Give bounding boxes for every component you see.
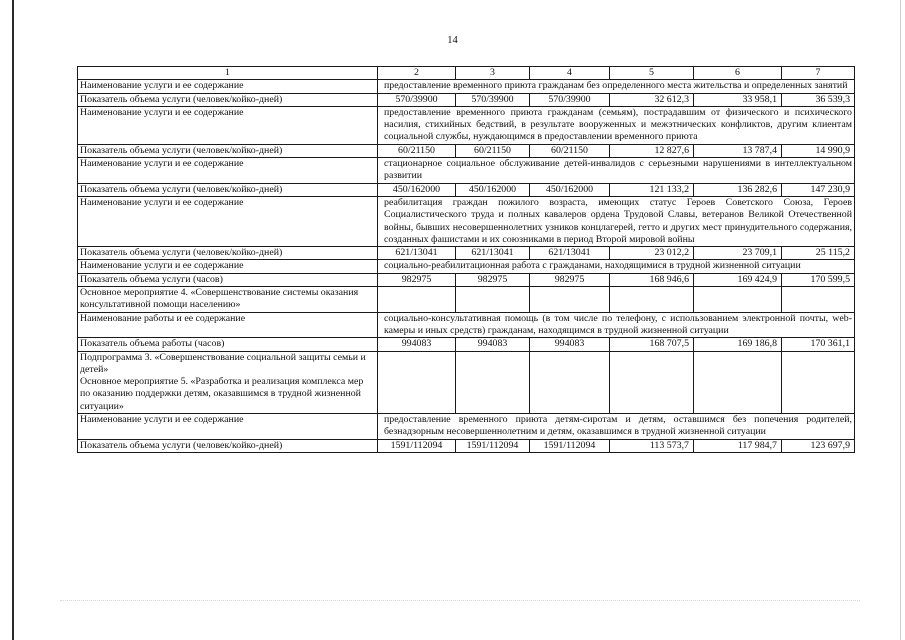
column-header: 6 (694, 67, 782, 80)
value-cell: 1591/112094 (530, 439, 610, 452)
value-cell: 994083 (530, 338, 610, 351)
row-label: Показатель объема услуги (человек/койко-дней) (78, 93, 378, 106)
column-header: 7 (782, 67, 855, 80)
row-label: Наименование услуги и ее содержание (78, 106, 378, 144)
table-row (78, 287, 855, 313)
column-header: 1 (78, 67, 378, 80)
table-row (78, 247, 855, 260)
table-row (78, 439, 855, 452)
value-cell: 1591/112094 (456, 439, 530, 452)
value-cell: 113 573,7 (610, 439, 694, 452)
empty-cell (694, 351, 782, 413)
table-row (78, 312, 855, 338)
service-description: предоставление временного приюта детям-сиротам и детям, оставшимся без попечения родителей, безнадзорным несовершеннолетним и детям, оказавшимся в трудной жизненной ситуации (378, 414, 855, 440)
value-cell: 168 946,6 (610, 273, 694, 286)
row-label: Подпрограмма 3. «Совершенствование социальной защиты семьи и детей» Основное мероприятие 5. «Разработка и реализация комплекса мер по оказанию поддержки детям, оказавшимся в трудной жизненной ситуации» (78, 351, 378, 413)
value-cell: 994083 (456, 338, 530, 351)
page-number: 14 (447, 35, 458, 46)
row-label: Показатель объема услуги (человек/койко-дней) (78, 144, 378, 157)
value-cell: 570/39900 (530, 93, 610, 106)
value-cell: 1591/112094 (378, 439, 456, 452)
value-cell: 169 186,8 (694, 338, 782, 351)
value-cell: 23 709,1 (694, 247, 782, 260)
value-cell: 32 612,3 (610, 93, 694, 106)
value-cell: 60/21150 (378, 144, 456, 157)
value-cell: 982975 (456, 273, 530, 286)
row-label: Наименование услуги и ее содержание (78, 260, 378, 273)
scan-edge-left (12, 0, 14, 640)
column-header: 2 (378, 67, 456, 80)
service-description: предоставление временного приюта гражданам (семьям), пострадавшим от физического и психического насилия, стихийных бедствий, в результате вооруженных и межэтнических конфликтов, другим клиентам социальной службы, нуждающимся в предоставлении временного приюта (378, 106, 855, 144)
value-cell: 25 115,2 (782, 247, 855, 260)
empty-cell (530, 287, 610, 313)
empty-cell (378, 287, 456, 313)
empty-cell (610, 287, 694, 313)
table-row (78, 338, 855, 351)
value-cell: 982975 (530, 273, 610, 286)
table-row (78, 196, 855, 246)
table-row (78, 351, 855, 413)
empty-cell (530, 351, 610, 413)
value-cell: 169 424,9 (694, 273, 782, 286)
empty-cell (456, 287, 530, 313)
value-cell: 621/13041 (456, 247, 530, 260)
row-label: Наименование работы и ее содержание (78, 312, 378, 338)
empty-cell (610, 351, 694, 413)
value-cell: 570/39900 (378, 93, 456, 106)
row-label: Наименование услуги и ее содержание (78, 196, 378, 246)
value-cell: 13 787,4 (694, 144, 782, 157)
value-cell: 117 984,7 (694, 439, 782, 452)
table-row (78, 80, 855, 93)
row-label: Наименование услуги и ее содержание (78, 158, 378, 184)
value-cell: 14 990,9 (782, 144, 855, 157)
column-header-row (78, 67, 855, 80)
value-cell: 147 230,9 (782, 183, 855, 196)
value-cell: 168 707,5 (610, 338, 694, 351)
value-cell: 60/21150 (530, 144, 610, 157)
value-cell: 33 958,1 (694, 93, 782, 106)
value-cell: 450/162000 (456, 183, 530, 196)
empty-cell (694, 287, 782, 313)
services-table (77, 66, 855, 453)
service-description: реабилитация граждан пожилого возраста, имеющих статус Героев Советского Союза, Героев Социалистического труда и полных кавалеров ордена Трудовой Славы, ветеранов Великой Отечественной войны, бывших несовершеннолетних узников концлагерей, гетто и других мест принудительного содержания, созданных фашистами и их союзниками в период Второй мировой войны (378, 196, 855, 246)
row-label: Показатель объема услуги (человек/койко-дней) (78, 183, 378, 196)
scan-edge-right (900, 0, 901, 640)
value-cell: 170 361,1 (782, 338, 855, 351)
value-cell: 982975 (378, 273, 456, 286)
value-cell: 570/39900 (456, 93, 530, 106)
row-label: Основное мероприятие 4. «Совершенствование системы оказания консультативной помощи населению» (78, 287, 378, 313)
row-label: Показатель объема услуги (человек/койко-дней) (78, 439, 378, 452)
service-description: стационарное социальное обслуживание детей-инвалидов с серьезными нарушениями в интеллектуальном развитии (378, 158, 855, 184)
row-label: Показатель объема услуги (человек/койко-дней) (78, 247, 378, 260)
value-cell: 450/162000 (530, 183, 610, 196)
column-header: 3 (456, 67, 530, 80)
row-label: Показатель объема работы (часов) (78, 338, 378, 351)
table-row (78, 158, 855, 184)
table-row (78, 93, 855, 106)
empty-cell (456, 351, 530, 413)
empty-cell (378, 351, 456, 413)
table-body (78, 80, 855, 453)
row-label: Показатель объема услуги (часов) (78, 273, 378, 286)
value-cell: 12 827,6 (610, 144, 694, 157)
table-row (78, 260, 855, 273)
value-cell: 136 282,6 (694, 183, 782, 196)
service-description: предоставление временного приюта гражданам без определенного места жительства и определенных занятий (378, 80, 855, 93)
value-cell: 23 012,2 (610, 247, 694, 260)
table-row (78, 106, 855, 144)
row-label: Наименование услуги и ее содержание (78, 80, 378, 93)
value-cell: 36 539,3 (782, 93, 855, 106)
value-cell: 621/13041 (378, 247, 456, 260)
value-cell: 450/162000 (378, 183, 456, 196)
column-header: 5 (610, 67, 694, 80)
value-cell: 121 133,2 (610, 183, 694, 196)
service-description: социально-консультативная помощь (в том числе по телефону, с использованием электронной почты, web-камеры и иных средств) гражданам, находящимся в трудной жизненной ситуации (378, 312, 855, 338)
service-description: социально-реабилитационная работа с гражданами, находящимися в трудной жизненной ситуации (378, 260, 855, 273)
value-cell: 123 697,9 (782, 439, 855, 452)
empty-cell (782, 287, 855, 313)
table-row (78, 414, 855, 440)
table-row (78, 144, 855, 157)
row-label: Наименование услуги и ее содержание (78, 414, 378, 440)
table-row (78, 183, 855, 196)
scan-artifact-dots (60, 600, 860, 602)
value-cell: 60/21150 (456, 144, 530, 157)
column-header: 4 (530, 67, 610, 80)
value-cell: 170 599,5 (782, 273, 855, 286)
table-row (78, 273, 855, 286)
empty-cell (782, 351, 855, 413)
value-cell: 994083 (378, 338, 456, 351)
value-cell: 621/13041 (530, 247, 610, 260)
